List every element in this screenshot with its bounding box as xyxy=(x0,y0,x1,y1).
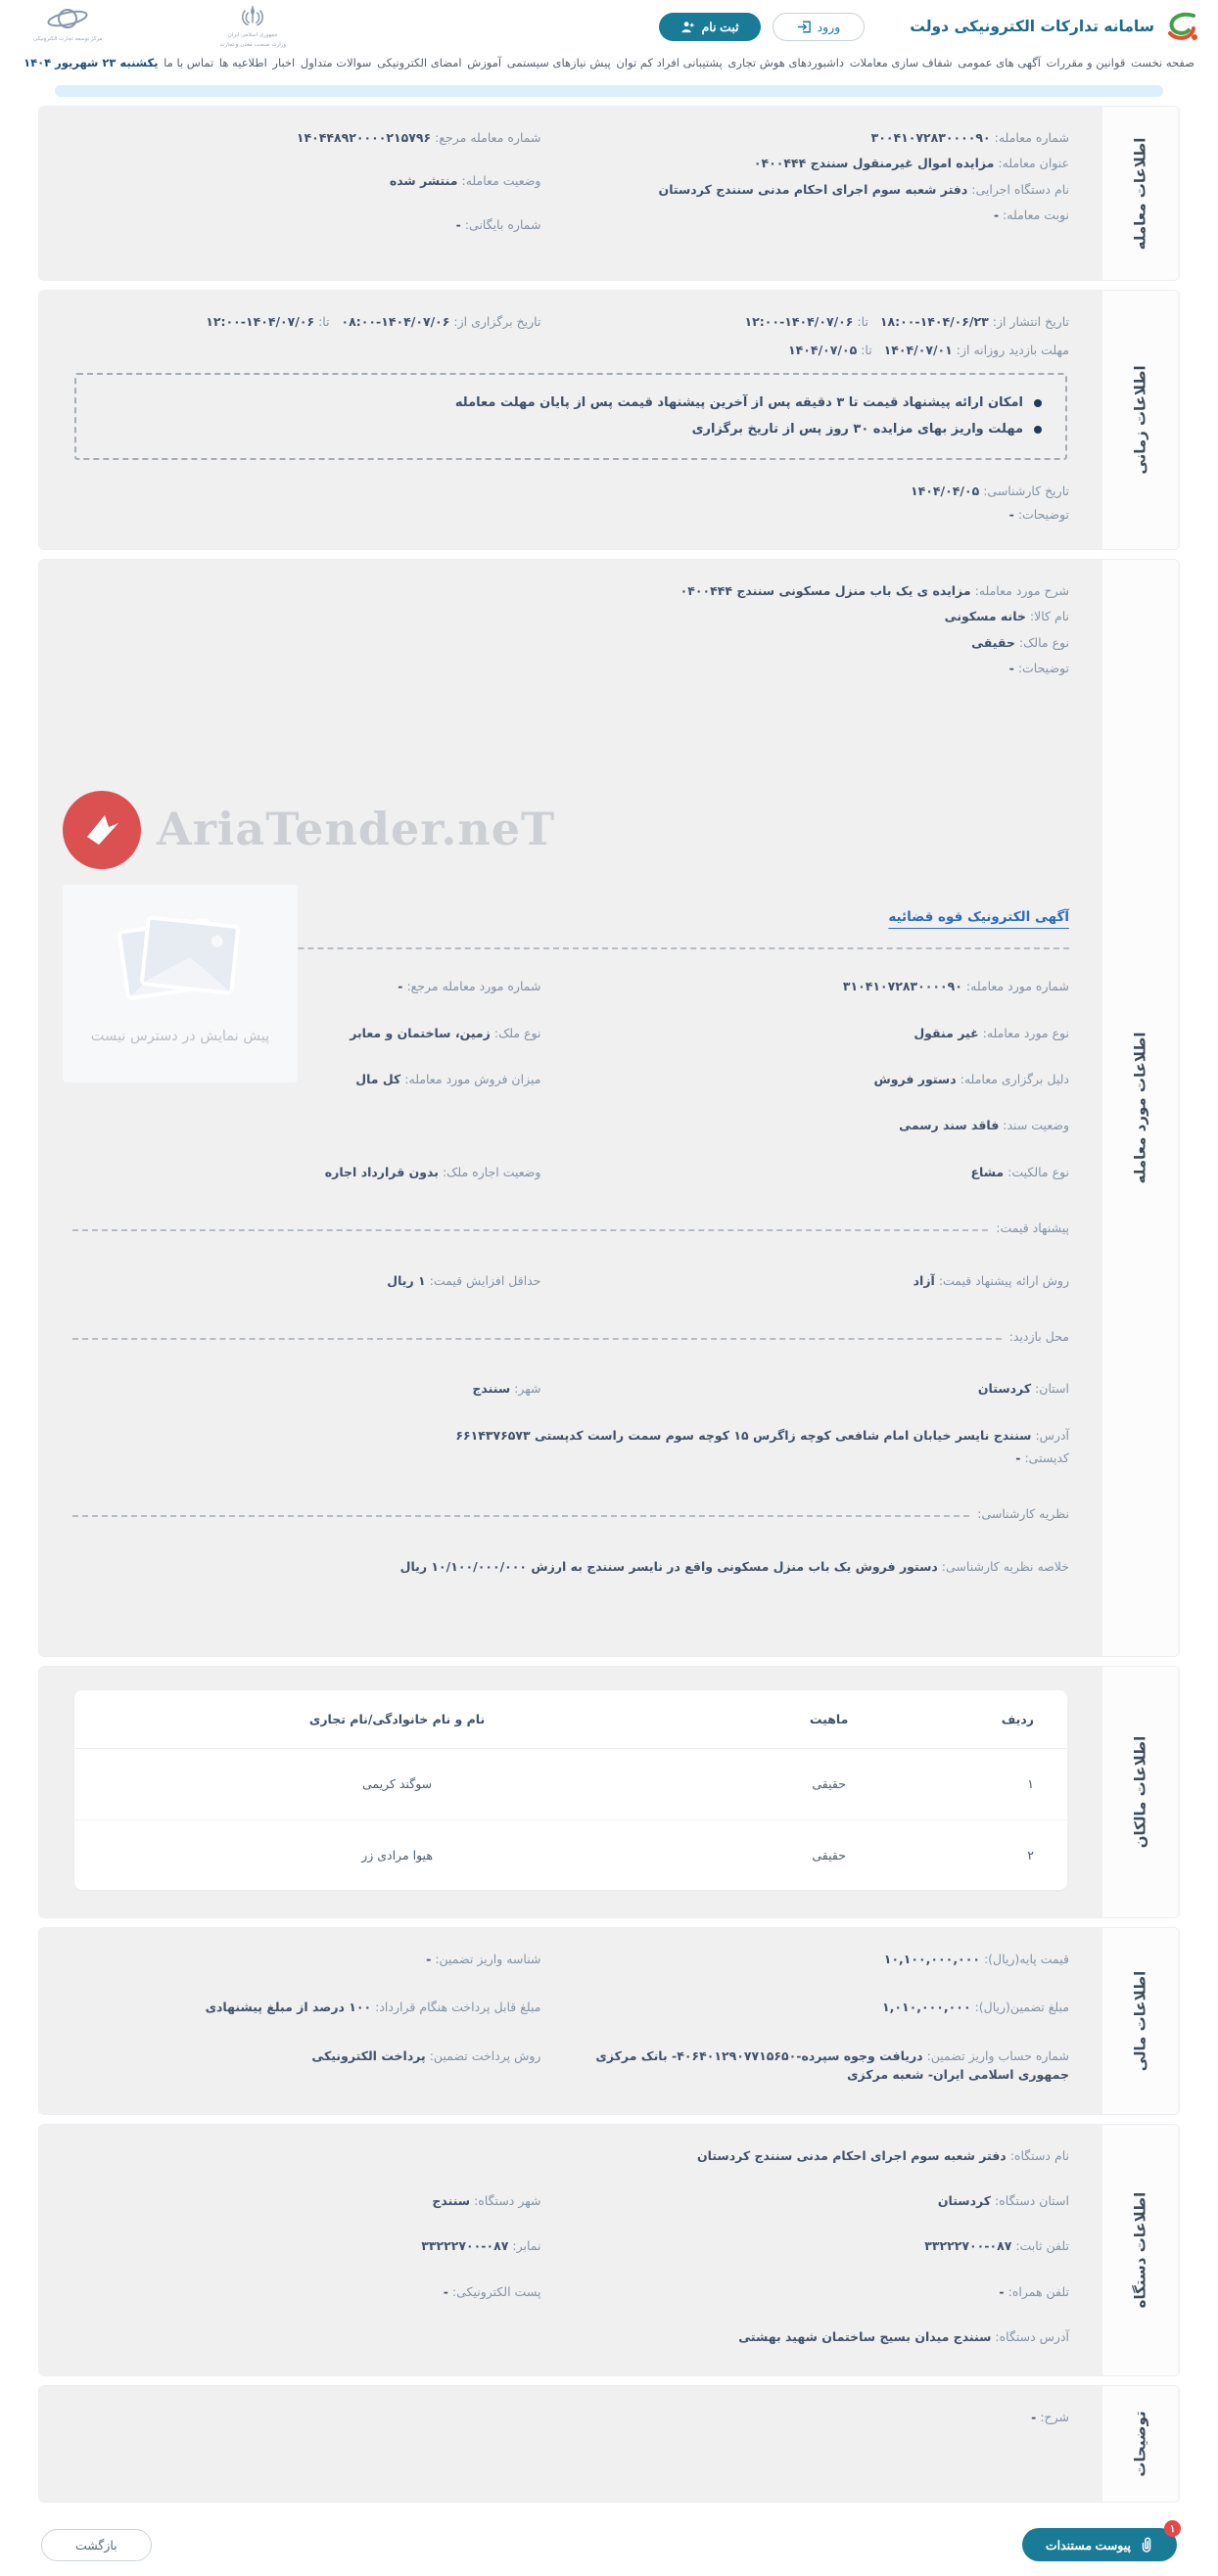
deal-info-body xyxy=(39,107,1102,280)
section-label-subject: اطلاعات مورد معامله xyxy=(1131,1032,1149,1184)
deal-archive-number: شماره بایگانی: - xyxy=(455,216,541,232)
owner-name: سوگند کریمی xyxy=(74,1749,720,1819)
subject-notes: توضیحات: - xyxy=(1008,661,1069,676)
agency-info-card xyxy=(38,2124,1180,2377)
agency-mobile: تلفن همراه: - xyxy=(999,2283,1069,2299)
auction-notice-box xyxy=(74,373,1067,460)
subject-owner-type: نوع مالک: حقیقی xyxy=(971,634,1069,650)
guarantee-amount: مبلغ تضمین(ریال): ۱,۰۱۰,۰۰۰,۰۰۰ xyxy=(882,2000,1069,2015)
login-icon xyxy=(797,21,811,33)
notice-text: امکان ارائه پیشنهاد قیمت تا ۳ دقیقه پس از آخرین پیشنهاد قیمت پس از پایان مهلت معامله xyxy=(454,394,1023,410)
agency-info-body xyxy=(39,2125,1102,2376)
back-button[interactable]: بازگشت xyxy=(41,2529,152,2561)
ariatender-watermark xyxy=(63,791,555,869)
property-type: نوع ملک: زمین، ساختمان و معابر xyxy=(350,1025,541,1040)
agency-address: آدرس دستگاه: سنندج میدان بسیج ساختمان شهید بهشتی xyxy=(738,2329,1069,2345)
subject-description: شرح مورد معامله: مزایده ی یک باب منزل مسکونی سنندج ۰۴۰۰۴۴۴ xyxy=(679,582,1069,598)
judiciary-ad-link[interactable]: آگهی الکترونیک قوه قضائیه xyxy=(888,909,1069,926)
section-label-owners: اطلاعات مالکان xyxy=(1131,1735,1149,1849)
ownership-type: نوع مالکیت: مشاع xyxy=(970,1164,1069,1179)
owner-index: ۲ xyxy=(1027,1847,1034,1863)
sale-portion: میزان فروش مورد معامله: کل مال xyxy=(355,1072,541,1087)
nav-esignature[interactable]: امضای الکترونیکی xyxy=(377,56,462,69)
notes-body xyxy=(39,2386,1102,2502)
deal-agency: نام دستگاه اجرایی: دفتر شعبه سوم اجرای احکام مدنی سنندج کردستان xyxy=(658,181,1069,197)
ministry-emblem xyxy=(219,4,286,50)
section-label-timing: اطلاعات زمانی xyxy=(1131,365,1149,475)
brand xyxy=(910,11,1198,42)
guarantee-account: شماره حساب واریز تضمین: دریافت وجوه سپرده-۴۰۶۴۰۱۲۹۰۷۷۱۵۶۵۰- بانک مرکزی جمهوری اسلامی ایران- شعبه مرکزی xyxy=(595,2047,1069,2083)
owner-name: هیوا مرادی زر xyxy=(361,1847,433,1863)
visit-date-range: مهلت بازدید روزانه از: ۱۴۰۴/۰۷/۰۱ تا: ۱۴۰۴/۰۷/۰۵ xyxy=(788,342,1069,357)
main-navigation xyxy=(0,49,1218,76)
current-date: یکشنبه ۲۳ شهریور ۱۴۰۴ xyxy=(23,56,159,69)
nav-contact[interactable]: تماس با ما xyxy=(164,56,214,69)
agency-info-side xyxy=(1102,2125,1179,2376)
subject-ref-number: شماره مورد معامله مرجع: - xyxy=(398,979,541,994)
visit-location-divider: محل بازدید: xyxy=(72,1327,1069,1346)
agency-fax: نمابر: ۰۸۷-۳۳۲۲۲۷۰۰ xyxy=(421,2238,541,2254)
visit-address: آدرس: سنندج نایسر خیابان امام شافعی کوچه زاگرس ۱۵ کوچه سوم سمت راست کدپستی ۶۶۱۴۳۷۶۵۷۳ xyxy=(455,1427,1069,1443)
col-header-kind: ماهیت xyxy=(720,1690,938,1749)
owners-info-body xyxy=(39,1667,1102,1917)
guarantee-payment-method: روش پرداخت تضمین: پرداخت الکترونیکی xyxy=(311,2047,541,2063)
publish-date-range: تاریخ انتشار از: ۱۴۰۴/۰۶/۲۳-۱۸:۰۰ تا: ۱۴۰۴/۰۷/۰۶-۱۲:۰۰ xyxy=(744,314,1069,330)
agency-phone: تلفن ثابت: ۰۸۷-۳۳۲۲۲۷۰۰ xyxy=(924,2238,1069,2254)
nav-rules[interactable]: قوانین و مقررات xyxy=(1046,56,1126,69)
login-label: ورود xyxy=(817,20,841,34)
notice-item xyxy=(100,420,1042,439)
expert-opinion-divider: نظریه کارشناسی: xyxy=(72,1504,1069,1523)
owners-info-side xyxy=(1102,1667,1179,1917)
nav-accessibility[interactable]: پشتیبانی افراد کم توان xyxy=(616,56,723,69)
add-user-icon xyxy=(680,21,695,33)
subject-type: نوع مورد معامله: غیر منقول xyxy=(914,1025,1069,1040)
price-offer-divider: پیشنهاد قیمت: xyxy=(72,1219,1069,1237)
section-label-agency: اطلاعات دستگاه xyxy=(1131,2191,1149,2309)
attachments-button[interactable] xyxy=(1022,2522,1177,2561)
notice-text: مهلت واریز بهای مزایده ۳۰ روز پس از تاریخ برگزاری xyxy=(691,422,1023,437)
offer-method: روش ارائه پیشنهاد قیمت: آزاد xyxy=(913,1272,1069,1288)
postal-code: کدپستی: - xyxy=(1015,1450,1069,1466)
bullet-icon xyxy=(1034,426,1042,434)
owners-header-row xyxy=(74,1690,1067,1749)
attachments-label: پیوست مستندات xyxy=(1045,2538,1131,2553)
document-status: وضعیت سند: فاقد سند رسمی xyxy=(899,1118,1069,1133)
owners-table xyxy=(74,1690,1067,1890)
base-price: قیمت پایه(ریال): ۱۰,۱۰۰,۰۰۰,۰۰۰ xyxy=(883,1952,1069,1967)
register-button[interactable] xyxy=(659,13,761,41)
agency-province: استان دستگاه: کردستان xyxy=(937,2192,1069,2208)
agency-name: نام دستگاه: دفتر شعبه سوم اجرای احکام مدنی سنندج کردستان xyxy=(696,2147,1069,2163)
government-logos xyxy=(33,4,286,50)
payable-at-contract: مبلغ قابل پرداخت هنگام قرارداد: ۱۰۰ درصد از مبلغ پیشنهادی xyxy=(205,2000,541,2015)
deal-ref-number: شماره معامله مرجع: ۱۴۰۴۴۸۹۲۰۰۰۰۲۱۵۷۹۶ xyxy=(296,130,541,145)
emblem-caption-line2: وزارت صنعت، معدن و تجارت xyxy=(219,42,287,48)
nav-transparency[interactable]: شفاف سازی معاملات xyxy=(849,56,953,69)
nav-bi-dashboards[interactable]: داشبوردهای هوش تجاری xyxy=(727,56,845,69)
globe-orbit-icon xyxy=(46,4,89,33)
timing-description: توضیحات: - xyxy=(1008,506,1069,522)
iran-emblem-icon xyxy=(240,4,265,29)
deal-info-side xyxy=(1102,107,1179,280)
ecommerce-center-logo xyxy=(33,4,102,43)
emblem-caption-line1: جمهوری اسلامی ایران xyxy=(227,31,278,38)
notes-row: شرح: - xyxy=(1031,2410,1069,2425)
register-label: ثبت نام xyxy=(701,20,739,34)
financial-info-body xyxy=(39,1928,1102,2114)
agency-email: پست الکترونیکی: - xyxy=(443,2283,541,2299)
agency-city: شهر دستگاه: سنندج xyxy=(432,2192,541,2208)
notice-item xyxy=(100,393,1042,413)
subject-info-side xyxy=(1102,560,1179,1656)
expert-summary: خلاصه نظریه کارشناسی: دستور فروش یک باب منزل مسکونی واقع در نایسر سنندج به ارزش ۱۰/۱۰۰/۰۰۰/۰۰۰ ریال xyxy=(399,1558,1069,1574)
top-header xyxy=(0,0,1218,49)
city: شهر: سنندج xyxy=(472,1381,541,1397)
deal-info-card xyxy=(38,106,1180,281)
deal-number: شماره معامله: ۳۰۰۴۱۰۷۲۸۳۰۰۰۰۹۰ xyxy=(870,130,1069,145)
watermark-text: AriaTender.neT xyxy=(157,803,556,856)
section-label-financial: اطلاعات مالی xyxy=(1131,1970,1149,2072)
owner-row xyxy=(74,1749,1067,1819)
attachments-count-badge: ۱ xyxy=(1164,2520,1181,2537)
preview-unavailable-text: پیش نمایش در دسترس نیست xyxy=(90,1028,270,1044)
section-label-notes: توضیحات xyxy=(1131,2411,1149,2477)
deal-title: عنوان معامله: مزایده اموال غیرمنقول سنندج ۰۴۰۰۴۴۴ xyxy=(753,156,1069,171)
timing-info-body xyxy=(39,291,1102,549)
auction-reason: دلیل برگزاری معامله: دستور فروش xyxy=(873,1072,1069,1087)
province: استان: کردستان xyxy=(977,1381,1069,1397)
notes-card xyxy=(38,2385,1180,2503)
owner-index: ۱ xyxy=(938,1749,1067,1819)
ariatender-logo-icon xyxy=(63,791,141,869)
subject-item-name: نام کالا: خانه مسکونی xyxy=(944,609,1069,624)
nav-faq[interactable]: سوالات متداول xyxy=(300,56,372,69)
photo-stack-icon xyxy=(121,920,239,1004)
bullet-icon xyxy=(1034,399,1042,407)
col-header-name: نام و نام خانوادگی/نام تجاری xyxy=(74,1690,720,1749)
nav-news[interactable]: اخبار xyxy=(272,56,296,69)
expertise-date: تاریخ کارشناسی: ۱۴۰۴/۰۴/۰۵ xyxy=(911,483,1069,499)
subject-number: شماره مورد معامله: ۳۱۰۴۱۰۷۲۸۳۰۰۰۰۹۰ xyxy=(842,979,1069,994)
login-button[interactable] xyxy=(773,13,866,41)
subject-info-body xyxy=(39,560,1102,1656)
owner-kind: حقیقی xyxy=(812,1847,846,1863)
nav-announcements[interactable]: اطلاعیه ها xyxy=(218,56,267,69)
nav-prerequisites[interactable]: پیش نیازهای سیستمی xyxy=(506,56,611,69)
guarantee-deposit-id: شناسه واریز تضمین: - xyxy=(426,1952,541,1967)
min-increase: حداقل افزایش قیمت: ۱ ریال xyxy=(387,1272,541,1288)
col-header-index: ردیف xyxy=(938,1690,1067,1749)
section-label-deal: اطلاعات معامله xyxy=(1131,137,1149,250)
page-footer xyxy=(41,2522,1177,2561)
owners-info-card xyxy=(38,1666,1180,1918)
nav-home[interactable]: صفحه نخست xyxy=(1130,56,1195,69)
nav-training[interactable]: آموزش xyxy=(467,56,502,69)
deal-status: وضعیت معامله: منتشر شده xyxy=(389,173,541,189)
nav-public-ads[interactable]: آگهی های عمومی xyxy=(958,56,1041,69)
breadcrumb-strip xyxy=(55,85,1163,97)
image-preview-placeholder xyxy=(63,885,298,1082)
lease-status: وضعیت اجاره ملک: بدون قرارداد اجاره xyxy=(324,1164,541,1179)
owner-row xyxy=(74,1819,1067,1890)
notes-side xyxy=(1102,2386,1179,2502)
subject-info-card xyxy=(38,559,1180,1657)
app-title: سامانه تدارکات الکترونیکی دولت xyxy=(910,18,1154,35)
financial-info-card xyxy=(38,1927,1180,2115)
timing-info-side xyxy=(1102,291,1179,549)
globe-caption: مرکز توسعه تجارت الکترونیکی xyxy=(33,35,103,42)
holding-date-range: تاریخ برگزاری از: ۱۴۰۴/۰۷/۰۶-۰۸:۰۰ تا: ۱۴۰۴/۰۷/۰۶-۱۲:۰۰ xyxy=(206,314,541,330)
owner-kind: حقیقی xyxy=(720,1749,938,1819)
deal-round: نوبت معامله: - xyxy=(993,207,1069,223)
setad-logo-icon xyxy=(1163,11,1198,42)
financial-info-side xyxy=(1102,1928,1179,2114)
paperclip-icon xyxy=(1140,2537,1153,2553)
timing-info-card xyxy=(38,290,1180,550)
